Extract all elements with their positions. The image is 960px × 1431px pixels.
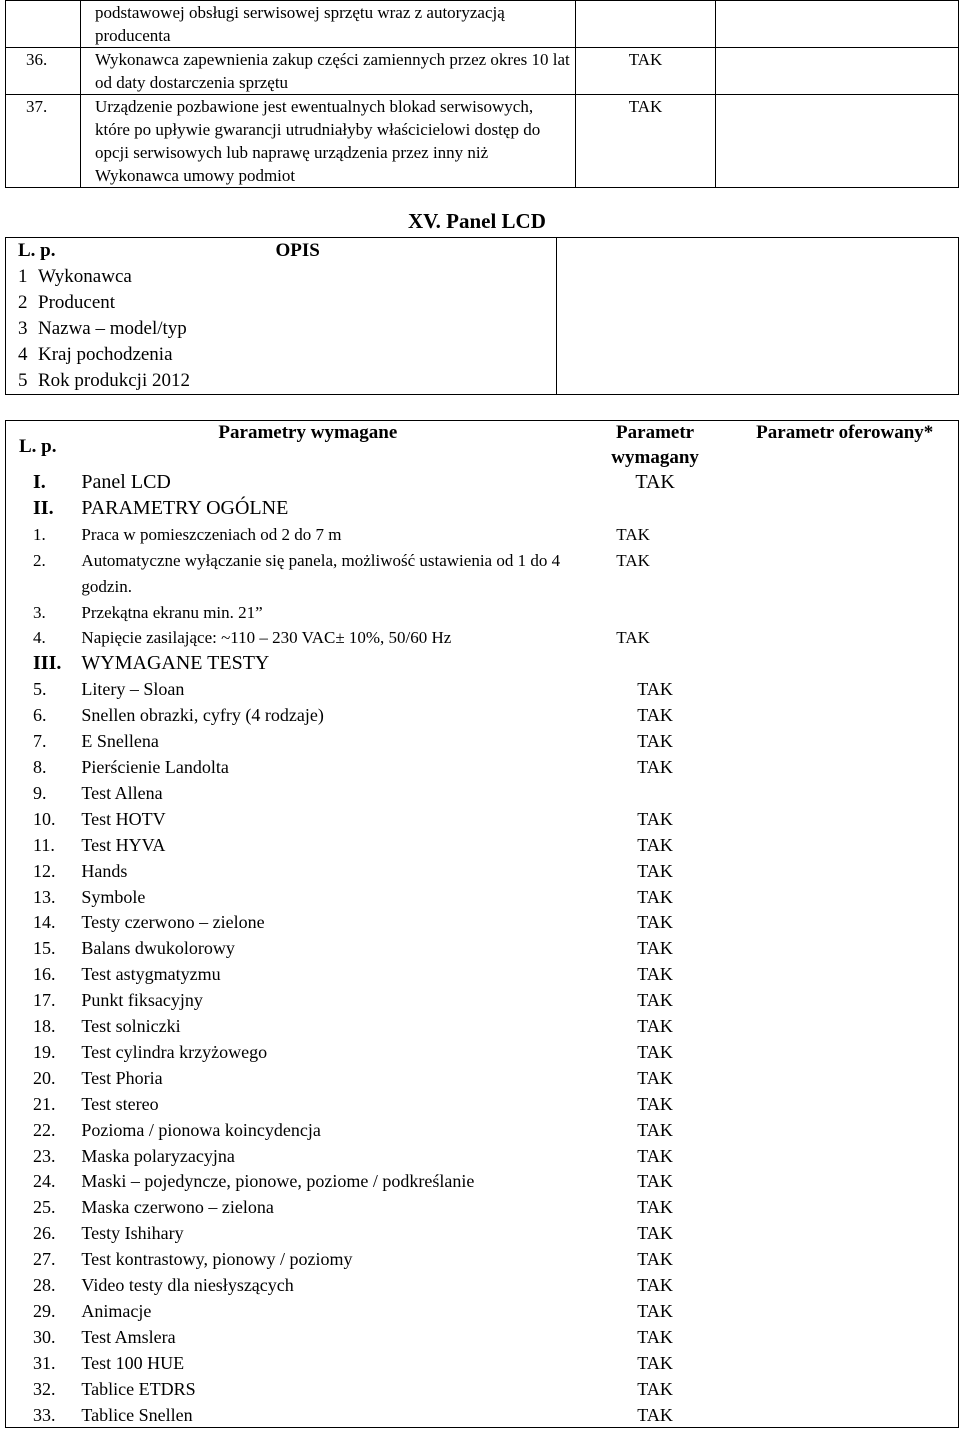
parameter-row: [5, 1247, 959, 1273]
info-row-label: Nazwa – model/typ: [38, 318, 187, 339]
top-spec-number: [6, 1, 81, 48]
parameters-body: [5, 420, 959, 1429]
info-value-cell[interactable]: [556, 238, 958, 265]
parameter-row: [5, 1273, 959, 1299]
parameter-required-value: TAK: [637, 679, 673, 700]
parameter-offered-cell[interactable]: [736, 729, 959, 755]
parameter-number: 10.: [33, 808, 56, 829]
info-row-label: Wykonawca: [38, 266, 132, 287]
parameter-number: [5, 651, 81, 677]
parameter-row: [5, 677, 959, 703]
parameter-number: 25.: [33, 1197, 56, 1218]
parameter-description: Test Phoria: [81, 1067, 163, 1088]
parameter-row: [5, 1325, 959, 1351]
parameter-number: 33.: [33, 1404, 56, 1425]
info-row-number: 2: [18, 292, 28, 313]
parameter-number: 15.: [33, 938, 56, 959]
info-row-number: 1: [18, 266, 28, 287]
parameter-row: [5, 988, 959, 1014]
parameter-description: Hands: [81, 860, 128, 881]
parameter-required-value: TAK: [616, 628, 650, 648]
parameter-offered-cell[interactable]: [736, 1169, 959, 1195]
parameter-number: 5.: [33, 679, 47, 700]
parameter-row: [5, 1014, 959, 1040]
parameter-offered-cell[interactable]: [736, 1221, 959, 1247]
parameter-offered-cell[interactable]: [736, 651, 959, 677]
parameter-description: PARAMETRY OGÓLNE: [81, 496, 289, 519]
parameter-number: 23.: [33, 1145, 56, 1166]
parameter-row: [5, 833, 959, 859]
parameter-number: [5, 496, 81, 522]
parameter-required-value: TAK: [637, 1378, 673, 1399]
parameter-offered-cell[interactable]: [736, 885, 959, 911]
parameter-row: [5, 1351, 959, 1377]
top-spec-offered-cell[interactable]: [716, 95, 959, 188]
parameter-number: 1.: [33, 524, 46, 544]
info-value-cell[interactable]: [556, 342, 958, 368]
parameter-number: [5, 470, 81, 496]
parameter-required-value: TAK: [637, 756, 673, 777]
parameter-required-value: TAK: [637, 1145, 673, 1166]
parameter-description: E Snellena: [81, 731, 159, 752]
section-number: I.: [33, 471, 46, 493]
info-row: [6, 290, 959, 316]
parameter-description: Test Allena: [81, 782, 163, 803]
top-spec-number: 36.: [6, 48, 81, 95]
top-spec-row: [6, 95, 959, 188]
parameter-description: Maska polaryzacyjna: [81, 1145, 235, 1166]
parameter-description: Pierścienie Landolta: [81, 756, 229, 777]
parameter-required-value: TAK: [637, 1016, 673, 1037]
section-number: III.: [33, 652, 62, 675]
parameter-offered-cell[interactable]: [736, 781, 959, 807]
top-spec-number: 37.: [6, 95, 81, 188]
parameter-offered-cell[interactable]: [736, 1144, 959, 1170]
parameter-description: Test HOTV: [81, 808, 166, 829]
info-body: [6, 238, 959, 395]
parameter-required-value: [574, 781, 736, 807]
header-lp: L. p.: [19, 436, 57, 457]
parameter-row: [5, 1144, 959, 1170]
parameter-required-value: TAK: [637, 808, 673, 829]
parameter-required-value: TAK: [635, 471, 675, 493]
parameter-row: [5, 548, 959, 600]
parameter-number: 12.: [33, 860, 56, 881]
section-title: XV. Panel LCD: [408, 209, 546, 233]
parameter-number: 28.: [33, 1275, 56, 1296]
parameter-number: 24.: [33, 1171, 56, 1192]
parameter-required-value: TAK: [616, 550, 650, 570]
parameter-number: 7.: [33, 731, 47, 752]
info-label-cell: [6, 368, 557, 395]
parameter-required-value: [574, 496, 736, 522]
parameter-required-value: TAK: [637, 1067, 673, 1088]
parameter-required-value: TAK: [637, 964, 673, 985]
parameter-description: Testy czerwono – zielone: [81, 912, 265, 933]
parameter-description: Napięcie zasilające: ~110 – 230 VAC± 10%, 50/60 Hz: [81, 628, 452, 648]
info-value-cell[interactable]: [556, 316, 958, 342]
header-required: Parametr wymagany: [611, 422, 699, 468]
parameter-row: [5, 470, 959, 496]
parameter-number: 8.: [33, 756, 47, 777]
parameter-row: [5, 625, 959, 651]
parameter-description: Test cylindra krzyżowego: [81, 1041, 268, 1062]
parameter-required-value: TAK: [637, 1041, 673, 1062]
parameter-offered-cell[interactable]: [736, 1014, 959, 1040]
parameter-row: [5, 1221, 959, 1247]
info-opis-label: OPIS: [275, 240, 320, 261]
parameter-offered-cell[interactable]: [736, 1403, 959, 1429]
parameter-number: 30.: [33, 1326, 56, 1347]
parameter-row: [5, 496, 959, 522]
parameter-row: [5, 1403, 959, 1429]
parameter-number: 31.: [33, 1352, 56, 1373]
parameter-required-value: TAK: [637, 731, 673, 752]
parameter-row: [5, 885, 959, 911]
parameter-offered-cell[interactable]: [736, 470, 959, 496]
info-header-cell: [6, 238, 557, 265]
top-spec-description: podstawowej obsługi serwisowej sprzętu wraz z autoryzacją producenta: [81, 1, 576, 48]
parameter-offered-cell[interactable]: [736, 1066, 959, 1092]
parameter-required-value: TAK: [637, 938, 673, 959]
parameter-description: Test 100 HUE: [81, 1352, 185, 1373]
info-row-number: 4: [18, 344, 28, 365]
parameter-row: [5, 936, 959, 962]
top-spec-description: Wykonawca zapewnienia zakup części zamiennych przez okres 10 lat od daty dostarczenia sprzętu: [81, 48, 576, 95]
parameter-row: [5, 781, 959, 807]
parameter-offered-cell[interactable]: [736, 1092, 959, 1118]
parameter-required-value: [574, 651, 736, 677]
parameter-description: Testy Ishihary: [81, 1223, 184, 1244]
parameter-description: Tablice ETDRS: [81, 1378, 196, 1399]
parameter-row: [5, 859, 959, 885]
parameter-number: 20.: [33, 1067, 56, 1088]
parameter-required-value: TAK: [637, 705, 673, 726]
parameter-description: Snellen obrazki, cyfry (4 rodzaje): [81, 705, 324, 726]
parameter-description: Pozioma / pionowa koincydencja: [81, 1119, 321, 1140]
parameter-required-value: TAK: [637, 1301, 673, 1321]
parameter-offered-cell[interactable]: [736, 988, 959, 1014]
top-spec-description: Urządzenie pozbawione jest ewentualnych blokad serwisowych, które po upływie gwarancji utrudniałyby właścicielowi dostęp do opcji serwisowych lub naprawę urządzenia przez inny niż Wykonawca umowy podmiot: [81, 95, 576, 188]
parameter-description: Praca w pomieszczeniach od 2 do 7 m: [81, 524, 342, 544]
parameter-required-value: TAK: [637, 1171, 673, 1192]
parameter-number: 29.: [33, 1301, 56, 1321]
parameter-required-value: TAK: [637, 990, 673, 1011]
parameter-description: Test solniczki: [81, 1016, 181, 1037]
parameters-table: [5, 420, 959, 1429]
info-row-label: Kraj pochodzenia: [38, 344, 173, 365]
info-table: [5, 237, 959, 395]
parameter-row: [5, 910, 959, 936]
info-row-number: 5: [18, 370, 28, 391]
parameter-description: Punkt fiksacyjny: [81, 990, 203, 1011]
parameter-offered-cell[interactable]: [736, 755, 959, 781]
parameter-required-value: TAK: [637, 1404, 673, 1425]
parameter-required-value: TAK: [637, 1093, 673, 1114]
parameter-row: [5, 651, 959, 677]
parameter-description: Przekątna ekranu min. 21”: [81, 602, 263, 622]
parameter-description: Maska czerwono – zielona: [81, 1197, 274, 1218]
parameter-row: [5, 522, 959, 548]
parameter-required-value: TAK: [616, 524, 650, 544]
info-header-row: [6, 238, 959, 265]
parameter-number: 3.: [33, 602, 46, 622]
parameter-row: [5, 1377, 959, 1403]
parameter-row: [5, 1040, 959, 1066]
parameter-offered-cell[interactable]: [736, 962, 959, 988]
parameter-required-value: TAK: [637, 886, 673, 907]
parameter-offered-cell[interactable]: [736, 1247, 959, 1273]
parameter-offered-cell[interactable]: [736, 677, 959, 703]
parameter-number: 19.: [33, 1041, 56, 1062]
header-offered: Parametr oferowany*: [756, 422, 934, 443]
parameter-offered-cell[interactable]: [736, 1351, 959, 1377]
parameter-offered-cell[interactable]: [736, 625, 959, 651]
parameter-number: 14.: [33, 912, 56, 933]
header-params: Parametry wymagane: [218, 422, 398, 443]
parameter-description: Test kontrastowy, pionowy / poziomy: [81, 1249, 353, 1270]
parameter-description: Tablice Snellen: [81, 1404, 193, 1425]
parameter-row: [5, 729, 959, 755]
section-number: II.: [33, 496, 54, 519]
parameter-description: Test HYVA: [81, 834, 166, 855]
parameter-description: Animacje: [81, 1301, 152, 1321]
top-spec-table: [5, 0, 959, 188]
info-value-cell[interactable]: [556, 368, 958, 395]
parameter-description: Test stereo: [81, 1093, 159, 1114]
parameter-number: 11.: [33, 834, 55, 855]
parameter-description: Balans dwukolorowy: [81, 938, 235, 959]
info-value-cell[interactable]: [556, 290, 958, 316]
parameter-offered-cell[interactable]: [736, 1040, 959, 1066]
parameter-required-value: TAK: [637, 1223, 673, 1244]
parameter-number: 4.: [33, 628, 46, 648]
parameter-number: 26.: [33, 1223, 56, 1244]
parameter-offered-cell[interactable]: [736, 1118, 959, 1144]
parameter-row: [5, 1118, 959, 1144]
info-row-number: 3: [18, 318, 28, 339]
parameter-number: 17.: [33, 990, 56, 1011]
parameter-description: WYMAGANE TESTY: [81, 652, 270, 675]
parameter-description: Test astygmatyzmu: [81, 964, 221, 985]
parameter-required-value: TAK: [637, 1249, 673, 1270]
info-label-cell: [6, 264, 557, 290]
parameter-offered-cell[interactable]: [736, 1299, 959, 1325]
top-spec-offered-cell[interactable]: [716, 1, 959, 48]
parameter-description: Litery – Sloan: [81, 679, 185, 700]
parameter-row: [5, 1299, 959, 1325]
info-row-label: Rok produkcji 2012: [38, 370, 190, 391]
parameter-description: Maski – pojedyncze, pionowe, poziome / podkreślanie: [81, 1171, 475, 1192]
parameter-row: [5, 962, 959, 988]
parameter-offered-cell[interactable]: [736, 522, 959, 548]
parameter-required-value: TAK: [637, 1197, 673, 1218]
top-spec-required: TAK: [576, 48, 716, 95]
parameter-required-value: TAK: [637, 1119, 673, 1140]
info-lp-label: L. p.: [18, 240, 56, 261]
parameter-number: 2.: [33, 550, 46, 570]
parameter-required-value: TAK: [637, 860, 673, 881]
parameter-number: 13.: [33, 886, 56, 907]
parameter-offered-cell[interactable]: [736, 600, 959, 626]
parameter-offered-cell[interactable]: [736, 807, 959, 833]
parameter-row: [5, 807, 959, 833]
parameter-row: [5, 1092, 959, 1118]
parameter-row: [5, 600, 959, 626]
parameter-row: [5, 1066, 959, 1092]
parameter-description: Panel LCD: [81, 471, 171, 493]
info-label-cell: [6, 316, 557, 342]
parameter-number: 22.: [33, 1119, 56, 1140]
parameter-offered-cell[interactable]: [736, 496, 959, 522]
top-spec-row: [6, 48, 959, 95]
parameter-row: [5, 1169, 959, 1195]
top-spec-body: [6, 1, 959, 188]
info-label-cell: [6, 342, 557, 368]
info-row: [6, 316, 959, 342]
parameter-description: Video testy dla niesłyszących: [81, 1275, 294, 1296]
parameter-required-value: [574, 600, 736, 626]
parameter-row: [5, 703, 959, 729]
info-row: [6, 264, 959, 290]
info-row: [6, 342, 959, 368]
parameter-number: 16.: [33, 964, 56, 985]
parameter-required-value: TAK: [637, 1275, 673, 1296]
parameter-row: [5, 755, 959, 781]
parameter-offered-cell[interactable]: [736, 548, 959, 600]
parameter-number: 27.: [33, 1249, 56, 1270]
parameter-number: 21.: [33, 1093, 56, 1114]
parameter-offered-cell[interactable]: [736, 833, 959, 859]
top-spec-offered-cell[interactable]: [716, 48, 959, 95]
info-row: [6, 368, 959, 395]
info-row-label: Producent: [38, 292, 116, 313]
top-spec-required: TAK: [576, 95, 716, 188]
parameter-number: 18.: [33, 1016, 56, 1037]
parameter-offered-cell[interactable]: [736, 1377, 959, 1403]
parameter-number: 32.: [33, 1378, 56, 1399]
parameter-description: Automatyczne wyłączanie się panela, możliwość ustawienia od 1 do 4 godzin.: [81, 550, 561, 596]
info-label-cell: [6, 290, 557, 316]
parameter-row: [5, 1195, 959, 1221]
parameter-offered-cell[interactable]: [736, 910, 959, 936]
parameter-offered-cell[interactable]: [736, 703, 959, 729]
parameter-offered-cell[interactable]: [736, 936, 959, 962]
parameter-number: 9.: [33, 782, 47, 803]
parameter-required-value: TAK: [637, 1326, 673, 1347]
parameter-offered-cell[interactable]: [736, 1195, 959, 1221]
parameter-required-value: TAK: [637, 834, 673, 855]
parameter-required-value: TAK: [637, 912, 673, 933]
parameter-offered-cell[interactable]: [736, 1273, 959, 1299]
parameters-header-row: [5, 420, 959, 470]
top-spec-row: [6, 1, 959, 48]
parameter-offered-cell[interactable]: [736, 1325, 959, 1351]
parameter-description: Test Amslera: [81, 1326, 176, 1347]
info-value-cell[interactable]: [556, 264, 958, 290]
parameter-number: 6.: [33, 705, 47, 726]
parameter-offered-cell[interactable]: [736, 859, 959, 885]
parameter-required-value: TAK: [637, 1352, 673, 1373]
parameter-description: Symbole: [81, 886, 146, 907]
top-spec-required: [576, 1, 716, 48]
